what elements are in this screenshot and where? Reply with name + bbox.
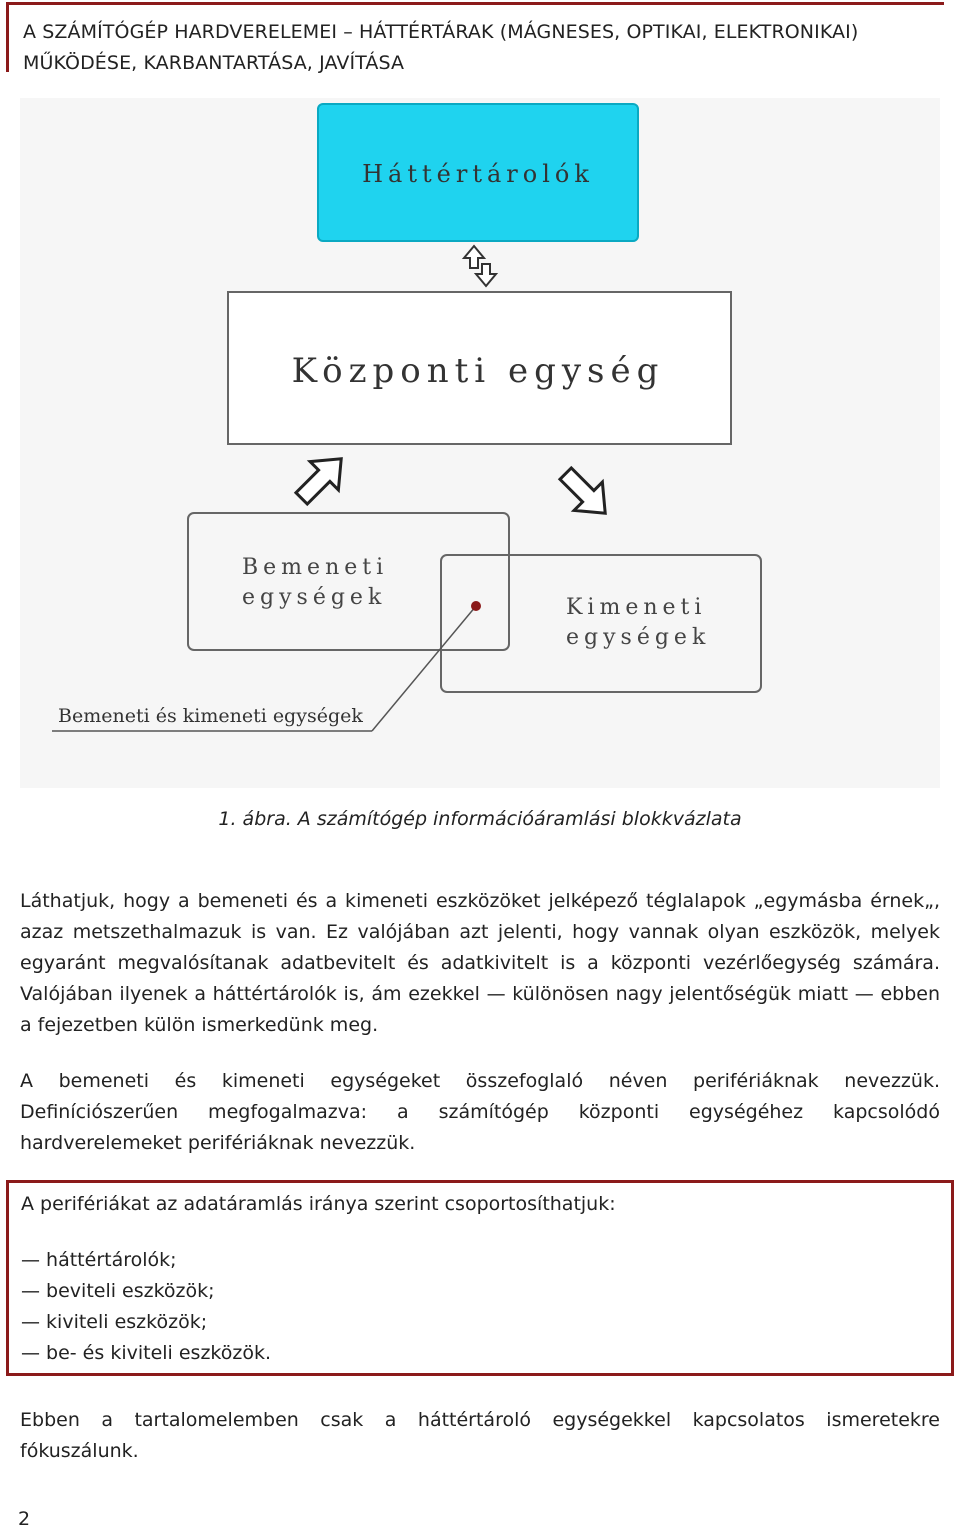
input-units-box	[188, 513, 509, 650]
input-label-line2: egységek	[242, 585, 387, 610]
classification-box	[6, 1180, 954, 1376]
page-header	[6, 2, 944, 72]
classification-list	[21, 1245, 271, 1369]
bidirectional-arrow-icon	[464, 246, 496, 286]
input-arrow-icon	[287, 445, 355, 513]
intersection-dot	[471, 601, 481, 611]
callout-line	[372, 606, 476, 731]
page-number: 2	[18, 1508, 31, 1530]
input-label-line1: Bemeneti	[242, 555, 389, 580]
output-arrow-icon	[551, 459, 619, 527]
block-diagram-figure	[20, 98, 940, 788]
list-item: — háttértárolók;	[21, 1249, 177, 1271]
figure-caption: 1. ábra. A számítógép információáramlási blokkvázlata	[218, 808, 742, 830]
output-label-line2: egységek	[566, 625, 711, 650]
list-item: — kiviteli eszközök;	[21, 1311, 208, 1333]
central-unit-label: Központi egység	[291, 351, 665, 391]
list-item: — beviteli eszközök;	[21, 1280, 215, 1302]
callout-label: Bemeneti és kimeneti egységek	[58, 705, 363, 727]
list-item: — be- és kiviteli eszközök.	[21, 1342, 272, 1364]
paragraph-peripherals: A bemeneti és kimeneti egységeket összefoglaló néven perifériáknak nevezzük. Definíciószerűen megfogalmazva: a számítógép központi egységéhez kapcsolódó hardverelemeket perifériáknak nevezzük.	[20, 1070, 940, 1154]
classification-intro: A perifériákat az adatáramlás iránya szerint csoportosíthatjuk:	[21, 1193, 616, 1215]
paragraph-focus: Ebben a tartalomelemben csak a háttértároló egységekkel kapcsolatos ismeretekre fókuszálunk.	[20, 1409, 940, 1462]
paragraph-intersection: Láthatjuk, hogy a bemeneti és a kimeneti eszközöket jelképező téglalapok „egymásba érnek„, azaz metszethalmazuk is van. Ez valójában azt jelenti, hogy vannak olyan eszközök, melyek egyaránt megvalósítanak adatbevitelt és adatkivitelt is a központi vezérlőegység számára. Valójában ilyenek a háttértárolók is, ám ezekkel — különösen nagy jelentőségük miatt — ebben a fejezetben külön ismerkedünk meg.	[20, 890, 940, 1036]
header-title: A SZÁMÍTÓGÉP HARDVERELEMEI – HÁTTÉRTÁRAK (MÁGNESES, OPTIKAI, ELEKTRONIKAI) MŰKÖDÉSE, KARBANTARTÁSA, JAVÍTÁSA	[23, 21, 859, 74]
output-units-box	[441, 555, 761, 692]
output-label-line1: Kimeneti	[566, 595, 707, 620]
storage-label: Háttértárolók	[362, 160, 594, 188]
block-diagram	[20, 98, 940, 788]
